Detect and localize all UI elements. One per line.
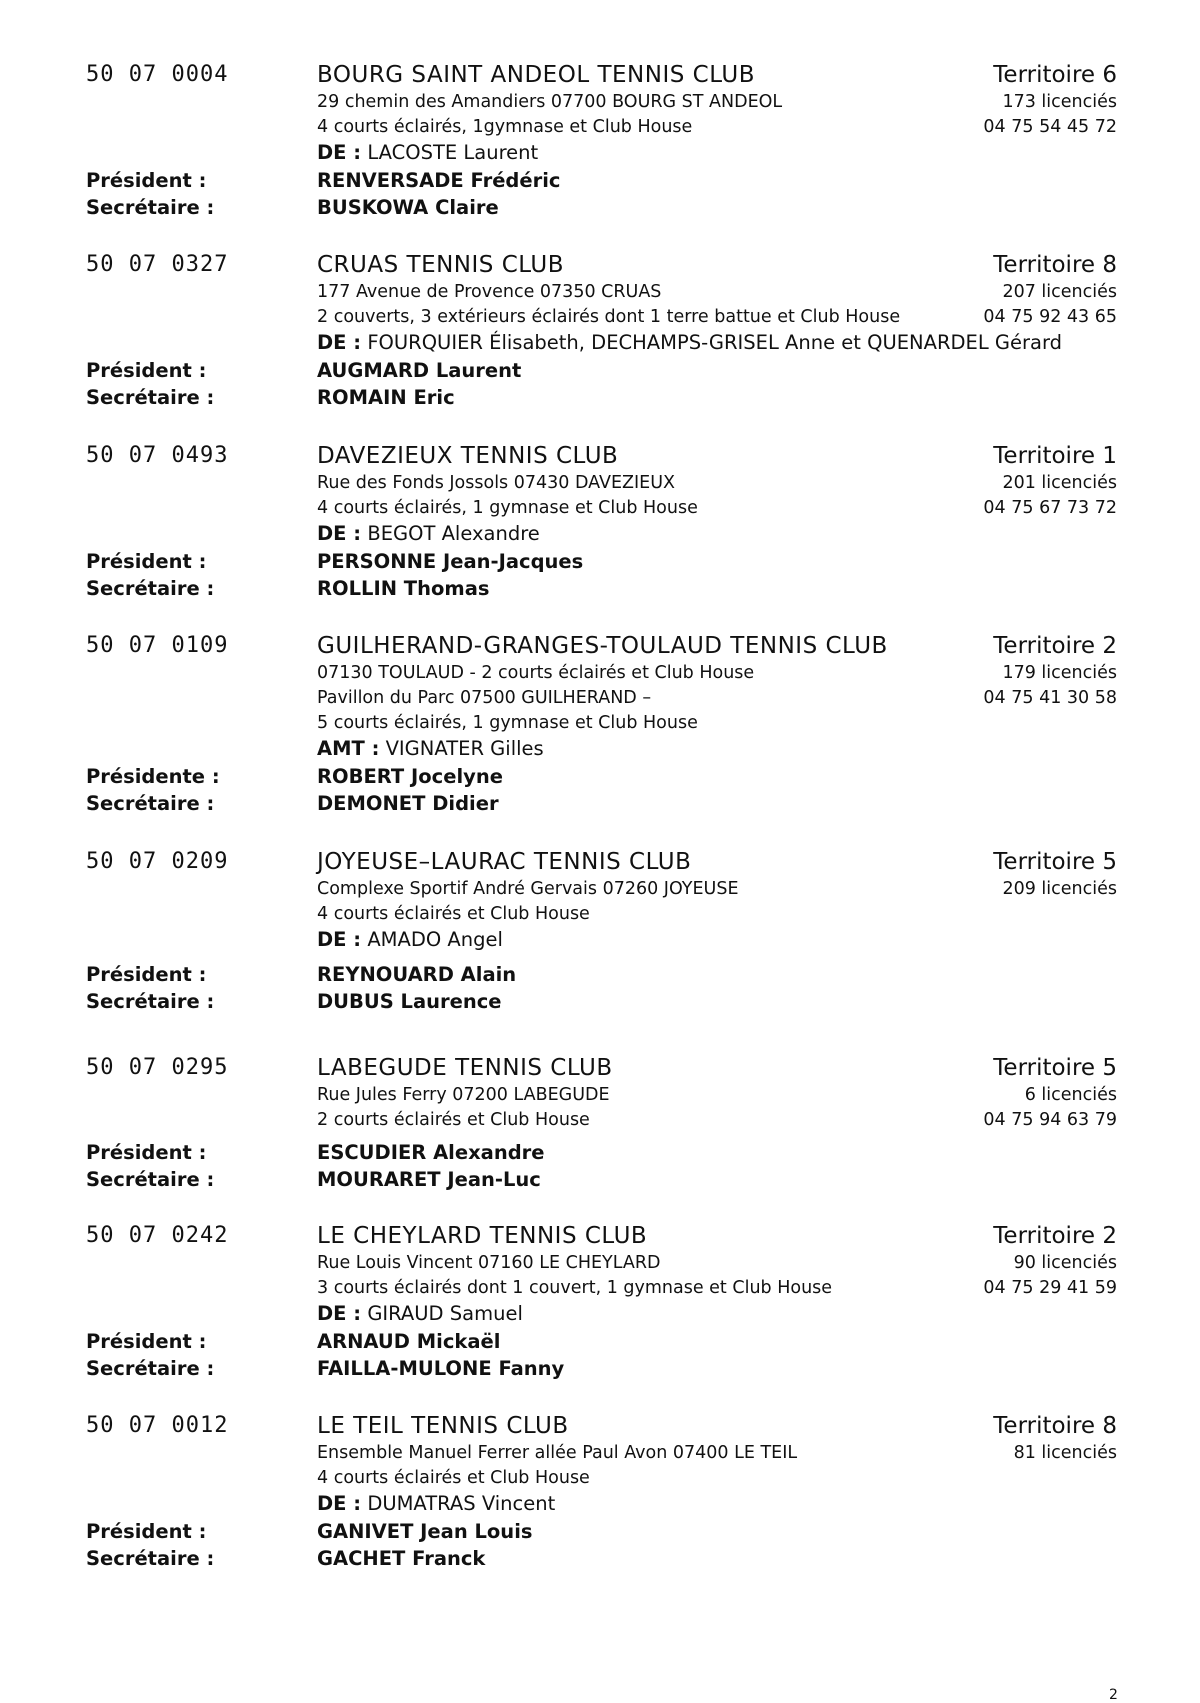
club-id: 50 07 0242 [86,1223,229,1248]
secretaire-name: BUSKOWA Claire [317,196,499,219]
club-phone: 04 75 94 63 79 [983,1110,1117,1130]
club-facilities: 2 courts éclairés et Club House [317,1110,590,1130]
secretaire-row [0,194,1200,221]
president-row [0,763,1200,790]
club-id: 50 07 0209 [86,849,229,874]
club-facilities: 5 courts éclairés, 1 gymnase et Club House [317,713,698,733]
president-row [0,1518,1200,1545]
club-licencies: 207 licenciés [1002,282,1117,302]
president-row [0,357,1200,384]
president-row [0,548,1200,575]
secretaire-row [0,575,1200,602]
club-territoire: Territoire 8 [993,1413,1117,1439]
president-name: ARNAUD Mickaël [317,1330,501,1353]
club-licencies: 6 licenciés [1024,1085,1117,1105]
de-name: AMADO Angel [367,928,503,951]
club-name: CRUAS TENNIS CLUB [317,252,565,278]
de-label: DE : [317,331,362,354]
club-address: Rue des Fonds Jossols 07430 DAVEZIEUX [317,473,676,493]
club-facilities: 2 couverts, 3 extérieurs éclairés dont 1 terre battue et Club House [317,307,901,327]
club-territoire: Territoire 1 [993,443,1117,469]
club-territoire: Territoire 6 [993,62,1117,88]
secretaire-label: Secrétaire : [86,1547,215,1570]
secretaire-name: ROLLIN Thomas [317,577,490,600]
club-id: 50 07 0493 [86,443,229,468]
president-label: Président : [86,1520,207,1543]
president-row [0,961,1200,988]
club-de [317,927,1117,953]
club-id: 50 07 0295 [86,1055,229,1080]
president-name: REYNOUARD Alain [317,963,517,986]
president-name: GANIVET Jean Louis [317,1520,533,1543]
club-name: LABEGUDE TENNIS CLUB [317,1055,613,1081]
president-name: PERSONNE Jean-Jacques [317,550,584,573]
president-label: Président : [86,169,207,192]
club-id: 50 07 0109 [86,633,229,658]
club-de [317,1301,1117,1327]
de-name: FOURQUIER Élisabeth, DECHAMPS-GRISEL Anne et QUENARDEL Gérard [367,331,1063,354]
secretaire-name: DUBUS Laurence [317,990,502,1013]
club-facilities: 4 courts éclairés et Club House [317,1468,590,1488]
club-phone: 04 75 54 45 72 [983,117,1117,137]
club-facilities: 3 courts éclairés dont 1 couvert, 1 gymnase et Club House [317,1278,833,1298]
secretaire-label: Secrétaire : [86,1168,215,1191]
secretaire-name: GACHET Franck [317,1547,486,1570]
club-licencies: 90 licenciés [1013,1253,1117,1273]
secretaire-label: Secrétaire : [86,196,215,219]
club-de [317,521,1117,547]
secretaire-row [0,1166,1200,1193]
club-licencies: 209 licenciés [1002,879,1117,899]
club-licencies: 201 licenciés [1002,473,1117,493]
club-address-2: Pavillon du Parc 07500 GUILHERAND – [317,688,652,708]
president-label: Président : [86,963,207,986]
club-phone: 04 75 41 30 58 [983,688,1117,708]
president-row [0,167,1200,194]
club-phone: 04 75 92 43 65 [983,307,1117,327]
president-row [0,1328,1200,1355]
secretaire-row [0,790,1200,817]
de-label: DE : [317,141,362,164]
amt-label: AMT : [317,737,380,760]
club-licencies: 179 licenciés [1002,663,1117,683]
de-name: LACOSTE Laurent [367,141,539,164]
club-de [317,330,1117,356]
club-licencies: 173 licenciés [1002,92,1117,112]
de-label: DE : [317,928,362,951]
club-address: Rue Louis Vincent 07160 LE CHEYLARD [317,1253,661,1273]
secretaire-name: ROMAIN Eric [317,386,455,409]
secretaire-row [0,1355,1200,1382]
amt-name: VIGNATER Gilles [385,737,544,760]
club-amt [317,736,1117,762]
de-name: BEGOT Alexandre [367,522,540,545]
secretaire-row [0,988,1200,1015]
club-facilities: 4 courts éclairés, 1 gymnase et Club House [317,498,698,518]
president-row [0,1139,1200,1166]
club-address: 29 chemin des Amandiers 07700 BOURG ST ANDEOL [317,92,783,112]
president-label: Président : [86,1141,207,1164]
club-name: LE TEIL TENNIS CLUB [317,1413,569,1439]
club-id: 50 07 0012 [86,1413,229,1438]
club-territoire: Territoire 2 [993,633,1117,659]
secretaire-row [0,1545,1200,1572]
club-phone: 04 75 67 73 72 [983,498,1117,518]
club-name: DAVEZIEUX TENNIS CLUB [317,443,619,469]
club-de [317,140,1117,166]
president-label: Président : [86,1330,207,1353]
de-label: DE : [317,1302,362,1325]
club-name: GUILHERAND-GRANGES-TOULAUD TENNIS CLUB [317,633,888,659]
de-label: DE : [317,522,362,545]
club-id: 50 07 0327 [86,252,229,277]
club-address: Complexe Sportif André Gervais 07260 JOYEUSE [317,879,739,899]
president-name: RENVERSADE Frédéric [317,169,561,192]
president-label: Président : [86,550,207,573]
president-name: ESCUDIER Alexandre [317,1141,545,1164]
secretaire-label: Secrétaire : [86,577,215,600]
secretaire-label: Secrétaire : [86,792,215,815]
club-name: JOYEUSE–LAURAC TENNIS CLUB [317,849,692,875]
club-phone: 04 75 29 41 59 [983,1278,1117,1298]
club-territoire: Territoire 8 [993,252,1117,278]
club-licencies: 81 licenciés [1013,1443,1117,1463]
president-label: Président : [86,359,207,382]
club-address: Ensemble Manuel Ferrer allée Paul Avon 07400 LE TEIL [317,1443,798,1463]
de-label: DE : [317,1492,362,1515]
de-name: DUMATRAS Vincent [367,1492,556,1515]
secretaire-name: DEMONET Didier [317,792,499,815]
club-territoire: Territoire 5 [993,1055,1117,1081]
club-name: BOURG SAINT ANDEOL TENNIS CLUB [317,62,755,88]
club-facilities: 4 courts éclairés, 1gymnase et Club House [317,117,693,137]
club-address: Rue Jules Ferry 07200 LABEGUDE [317,1085,610,1105]
secretaire-row [0,384,1200,411]
president-name: ROBERT Jocelyne [317,765,503,788]
club-address: 07130 TOULAUD - 2 courts éclairés et Club House [317,663,755,683]
club-address: 177 Avenue de Provence 07350 CRUAS [317,282,662,302]
secretaire-name: MOURARET Jean-Luc [317,1168,541,1191]
club-facilities: 4 courts éclairés et Club House [317,904,590,924]
club-de [317,1491,1117,1517]
club-name: LE CHEYLARD TENNIS CLUB [317,1223,648,1249]
de-name: GIRAUD Samuel [367,1302,523,1325]
club-territoire: Territoire 5 [993,849,1117,875]
secretaire-label: Secrétaire : [86,386,215,409]
president-label: Présidente : [86,765,220,788]
secretaire-label: Secrétaire : [86,1357,215,1380]
club-territoire: Territoire 2 [993,1223,1117,1249]
club-id: 50 07 0004 [86,62,229,87]
president-name: AUGMARD Laurent [317,359,522,382]
secretaire-label: Secrétaire : [86,990,215,1013]
secretaire-name: FAILLA-MULONE Fanny [317,1357,565,1380]
page-number: 2 [1109,1687,1118,1703]
